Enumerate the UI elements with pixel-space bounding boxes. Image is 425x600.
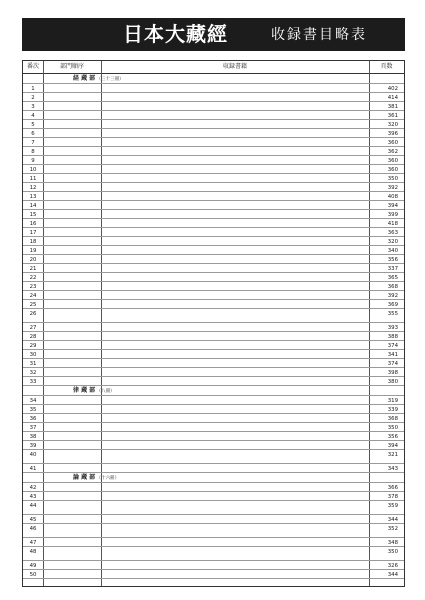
row-number: 31 bbox=[29, 361, 37, 367]
row-volume: 320 bbox=[387, 122, 398, 128]
row-category bbox=[43, 515, 101, 523]
table-row bbox=[23, 396, 404, 405]
header-volume: 頁数 bbox=[380, 63, 393, 70]
row-category bbox=[43, 396, 101, 404]
row-category bbox=[43, 524, 101, 537]
table-row bbox=[23, 547, 404, 561]
row-category bbox=[43, 282, 101, 290]
row-volume: 378 bbox=[387, 494, 398, 500]
row-number: 7 bbox=[31, 140, 35, 146]
table-row bbox=[23, 300, 404, 309]
row-number: 3 bbox=[31, 104, 35, 110]
title-banner bbox=[22, 18, 405, 51]
row-number: 1 bbox=[31, 86, 35, 92]
table-row bbox=[23, 423, 404, 432]
row-category bbox=[43, 192, 101, 200]
table-row bbox=[23, 255, 404, 264]
row-number: 5 bbox=[31, 122, 35, 128]
row-volume: 361 bbox=[387, 113, 398, 119]
table-row bbox=[23, 538, 404, 547]
row-volume: 321 bbox=[387, 452, 398, 458]
row-number: 49 bbox=[29, 563, 37, 569]
table-row bbox=[23, 414, 404, 423]
row-title bbox=[103, 273, 367, 281]
row-volume: 350 bbox=[387, 425, 398, 431]
row-title bbox=[103, 138, 367, 146]
row-category bbox=[43, 538, 101, 546]
row-category bbox=[43, 156, 101, 164]
row-category bbox=[43, 483, 101, 491]
row-category bbox=[43, 323, 101, 331]
row-volume: 350 bbox=[387, 176, 398, 182]
contents-table bbox=[22, 60, 405, 587]
row-volume: 398 bbox=[387, 370, 398, 376]
table-row bbox=[23, 377, 404, 386]
row-title bbox=[103, 515, 367, 523]
row-title bbox=[103, 291, 367, 299]
row-category bbox=[43, 359, 101, 367]
table-row bbox=[23, 359, 404, 368]
row-title bbox=[103, 492, 367, 500]
row-category bbox=[43, 368, 101, 376]
row-volume: 356 bbox=[387, 257, 398, 263]
row-category bbox=[43, 423, 101, 431]
table-row bbox=[23, 341, 404, 350]
table-row bbox=[23, 84, 404, 93]
row-number: 2 bbox=[31, 95, 35, 101]
row-number: 8 bbox=[31, 149, 35, 155]
row-number: 16 bbox=[29, 221, 37, 227]
row-category bbox=[43, 93, 101, 101]
row-number: 6 bbox=[31, 131, 35, 137]
row-number: 26 bbox=[29, 311, 37, 317]
row-category bbox=[43, 201, 101, 209]
row-volume: 360 bbox=[387, 158, 398, 164]
row-number: 20 bbox=[29, 257, 37, 263]
row-volume: 408 bbox=[387, 194, 398, 200]
row-title bbox=[103, 538, 367, 546]
row-number: 19 bbox=[29, 248, 37, 254]
row-number: 36 bbox=[29, 416, 37, 422]
row-number: 44 bbox=[29, 503, 37, 509]
row-volume: 319 bbox=[387, 398, 398, 404]
section-label: 律 蔵 部 （八冊） bbox=[73, 387, 115, 394]
row-volume: 337 bbox=[387, 266, 398, 272]
row-number: 42 bbox=[29, 485, 37, 491]
table-row bbox=[23, 323, 404, 332]
table-row bbox=[23, 93, 404, 102]
table-row bbox=[23, 450, 404, 464]
row-category bbox=[43, 405, 101, 413]
row-category bbox=[43, 228, 101, 236]
row-title bbox=[103, 120, 367, 128]
row-title bbox=[103, 192, 367, 200]
table-row bbox=[23, 515, 404, 524]
table-row bbox=[23, 282, 404, 291]
row-title bbox=[103, 300, 367, 308]
row-number: 43 bbox=[29, 494, 37, 500]
row-number: 46 bbox=[29, 526, 37, 532]
row-title bbox=[103, 174, 367, 182]
table-row bbox=[23, 147, 404, 156]
row-title bbox=[103, 102, 367, 110]
row-number: 24 bbox=[29, 293, 37, 299]
row-category bbox=[43, 237, 101, 245]
row-volume: 392 bbox=[387, 185, 398, 191]
row-number: 50 bbox=[29, 572, 37, 578]
row-number: 35 bbox=[29, 407, 37, 413]
table-row bbox=[23, 165, 404, 174]
table-row bbox=[23, 219, 404, 228]
row-number: 12 bbox=[29, 185, 37, 191]
row-title bbox=[103, 464, 367, 472]
row-title bbox=[103, 129, 367, 137]
row-number: 34 bbox=[29, 398, 37, 404]
row-category bbox=[43, 561, 101, 569]
row-volume: 368 bbox=[387, 416, 398, 422]
row-category bbox=[43, 309, 101, 322]
row-title bbox=[103, 432, 367, 440]
row-title bbox=[103, 183, 367, 191]
row-number: 41 bbox=[29, 466, 37, 472]
table-row bbox=[23, 264, 404, 273]
row-category bbox=[43, 246, 101, 254]
row-number: 25 bbox=[29, 302, 37, 308]
section-count: （八冊） bbox=[95, 389, 115, 394]
row-volume: 356 bbox=[387, 434, 398, 440]
row-number: 4 bbox=[31, 113, 35, 119]
row-title bbox=[103, 368, 367, 376]
row-volume: 359 bbox=[387, 503, 398, 509]
row-category bbox=[43, 273, 101, 281]
row-volume: 381 bbox=[387, 104, 398, 110]
table-row bbox=[23, 309, 404, 323]
row-number: 38 bbox=[29, 434, 37, 440]
header-title: 収録書籍 bbox=[222, 63, 247, 70]
row-volume: 365 bbox=[387, 275, 398, 281]
row-title bbox=[103, 246, 367, 254]
row-number: 9 bbox=[31, 158, 35, 164]
row-category bbox=[43, 570, 101, 578]
row-category bbox=[43, 341, 101, 349]
row-volume: 339 bbox=[387, 407, 398, 413]
row-volume: 394 bbox=[387, 443, 398, 449]
row-title bbox=[103, 414, 367, 422]
row-category bbox=[43, 183, 101, 191]
row-category bbox=[43, 264, 101, 272]
row-volume: 326 bbox=[387, 563, 398, 569]
row-title bbox=[103, 405, 367, 413]
row-title bbox=[103, 282, 367, 290]
row-number: 18 bbox=[29, 239, 37, 245]
row-volume: 320 bbox=[387, 239, 398, 245]
row-number: 10 bbox=[29, 167, 37, 173]
table-row bbox=[23, 492, 404, 501]
row-volume: 399 bbox=[387, 212, 398, 218]
row-title bbox=[103, 201, 367, 209]
table-row bbox=[23, 174, 404, 183]
row-title bbox=[103, 219, 367, 227]
row-title bbox=[103, 423, 367, 431]
row-category bbox=[43, 450, 101, 463]
row-category bbox=[43, 332, 101, 340]
row-title bbox=[103, 93, 367, 101]
row-volume: 360 bbox=[387, 140, 398, 146]
banner-subtitle: 收録書目略表 bbox=[271, 27, 367, 43]
row-number: 37 bbox=[29, 425, 37, 431]
row-category bbox=[43, 165, 101, 173]
row-title bbox=[103, 264, 367, 272]
row-title bbox=[103, 210, 367, 218]
table-row bbox=[23, 441, 404, 450]
table-row bbox=[23, 291, 404, 300]
row-number: 47 bbox=[29, 540, 37, 546]
table-row bbox=[23, 432, 404, 441]
row-volume: 392 bbox=[387, 293, 398, 299]
section-label: 経 蔵 部 （三十三冊） bbox=[73, 75, 124, 82]
row-category bbox=[43, 377, 101, 385]
row-category bbox=[43, 441, 101, 449]
row-title bbox=[103, 524, 367, 537]
row-volume: 348 bbox=[387, 540, 398, 546]
row-category bbox=[43, 432, 101, 440]
table-row bbox=[23, 192, 404, 201]
row-category bbox=[43, 350, 101, 358]
row-title bbox=[103, 309, 367, 322]
row-number: 45 bbox=[29, 517, 37, 523]
row-number: 23 bbox=[29, 284, 37, 290]
row-volume: 362 bbox=[387, 149, 398, 155]
section-count: （十六冊） bbox=[95, 476, 120, 481]
row-category bbox=[43, 291, 101, 299]
table-row bbox=[23, 405, 404, 414]
row-title bbox=[103, 147, 367, 155]
table-row bbox=[23, 183, 404, 192]
banner-main-title: 日本大藏經 bbox=[123, 22, 228, 46]
header-category: 部門順序 bbox=[59, 63, 84, 70]
row-volume: 355 bbox=[387, 311, 398, 317]
row-volume: 402 bbox=[387, 86, 398, 92]
row-number: 15 bbox=[29, 212, 37, 218]
table-row bbox=[23, 111, 404, 120]
row-volume: 366 bbox=[387, 485, 398, 491]
table-row bbox=[23, 570, 404, 579]
table-header bbox=[23, 61, 404, 74]
row-title bbox=[103, 228, 367, 236]
row-title bbox=[103, 501, 367, 514]
table-row bbox=[23, 138, 404, 147]
row-volume: 344 bbox=[387, 572, 398, 578]
row-category bbox=[43, 501, 101, 514]
row-number: 14 bbox=[29, 203, 37, 209]
row-number: 48 bbox=[29, 549, 37, 555]
row-number: 39 bbox=[29, 443, 37, 449]
row-title bbox=[103, 255, 367, 263]
row-category bbox=[43, 138, 101, 146]
row-number: 30 bbox=[29, 352, 37, 358]
row-volume: 350 bbox=[387, 549, 398, 555]
row-volume: 341 bbox=[387, 352, 398, 358]
row-title bbox=[103, 237, 367, 245]
row-volume: 393 bbox=[387, 325, 398, 331]
table-row bbox=[23, 501, 404, 515]
table-row bbox=[23, 228, 404, 237]
row-title bbox=[103, 341, 367, 349]
row-title bbox=[103, 359, 367, 367]
row-category bbox=[43, 84, 101, 92]
table-row bbox=[23, 129, 404, 138]
row-volume: 380 bbox=[387, 379, 398, 385]
row-category bbox=[43, 414, 101, 422]
row-volume: 343 bbox=[387, 466, 398, 472]
row-title bbox=[103, 156, 367, 164]
row-number: 22 bbox=[29, 275, 37, 281]
row-number: 28 bbox=[29, 334, 37, 340]
row-title bbox=[103, 323, 367, 331]
row-volume: 340 bbox=[387, 248, 398, 254]
row-category bbox=[43, 129, 101, 137]
table-row bbox=[23, 368, 404, 377]
table-row bbox=[23, 237, 404, 246]
row-title bbox=[103, 483, 367, 491]
section-count: （三十三冊） bbox=[95, 77, 124, 82]
row-volume: 388 bbox=[387, 334, 398, 340]
row-title bbox=[103, 350, 367, 358]
row-number: 11 bbox=[29, 176, 37, 182]
table-row bbox=[23, 464, 404, 473]
table-row bbox=[23, 246, 404, 255]
table-row bbox=[23, 561, 404, 570]
row-volume: 414 bbox=[387, 95, 398, 101]
section-header bbox=[23, 473, 404, 483]
row-title bbox=[103, 561, 367, 569]
row-volume: 369 bbox=[387, 302, 398, 308]
row-title bbox=[103, 570, 367, 578]
row-category bbox=[43, 492, 101, 500]
row-number: 40 bbox=[29, 452, 37, 458]
row-volume: 374 bbox=[387, 343, 398, 349]
row-category bbox=[43, 255, 101, 263]
row-category bbox=[43, 210, 101, 218]
row-number: 27 bbox=[29, 325, 37, 331]
row-number: 21 bbox=[29, 266, 37, 272]
row-title bbox=[103, 84, 367, 92]
row-category bbox=[43, 547, 101, 560]
table-row bbox=[23, 332, 404, 341]
table-row bbox=[23, 524, 404, 538]
row-category bbox=[43, 464, 101, 472]
row-category bbox=[43, 147, 101, 155]
table-row bbox=[23, 273, 404, 282]
row-number: 17 bbox=[29, 230, 37, 236]
row-category bbox=[43, 111, 101, 119]
table-row bbox=[23, 102, 404, 111]
row-category bbox=[43, 120, 101, 128]
row-category bbox=[43, 102, 101, 110]
row-volume: 344 bbox=[387, 517, 398, 523]
row-title bbox=[103, 111, 367, 119]
row-number: 32 bbox=[29, 370, 37, 376]
row-title bbox=[103, 441, 367, 449]
row-title bbox=[103, 396, 367, 404]
section-header bbox=[23, 74, 404, 84]
header-number: 番次 bbox=[26, 63, 39, 70]
row-title bbox=[103, 377, 367, 385]
row-volume: 368 bbox=[387, 284, 398, 290]
table-row bbox=[23, 120, 404, 129]
row-volume: 360 bbox=[387, 167, 398, 173]
row-category bbox=[43, 219, 101, 227]
row-category bbox=[43, 174, 101, 182]
row-number: 13 bbox=[29, 194, 37, 200]
table-row bbox=[23, 350, 404, 359]
row-title bbox=[103, 332, 367, 340]
row-volume: 394 bbox=[387, 203, 398, 209]
row-volume: 396 bbox=[387, 131, 398, 137]
row-number: 33 bbox=[29, 379, 37, 385]
row-title bbox=[103, 165, 367, 173]
row-category bbox=[43, 300, 101, 308]
row-title bbox=[103, 547, 367, 560]
row-volume: 352 bbox=[387, 526, 398, 532]
table-row bbox=[23, 210, 404, 219]
section-header bbox=[23, 386, 404, 396]
row-volume: 374 bbox=[387, 361, 398, 367]
section-label: 論 蔵 部 （十六冊） bbox=[73, 474, 120, 481]
row-number: 29 bbox=[29, 343, 37, 349]
row-volume: 418 bbox=[387, 221, 398, 227]
row-title bbox=[103, 450, 367, 463]
table-row bbox=[23, 483, 404, 492]
row-volume: 363 bbox=[387, 230, 398, 236]
table-row bbox=[23, 156, 404, 165]
table-row bbox=[23, 201, 404, 210]
